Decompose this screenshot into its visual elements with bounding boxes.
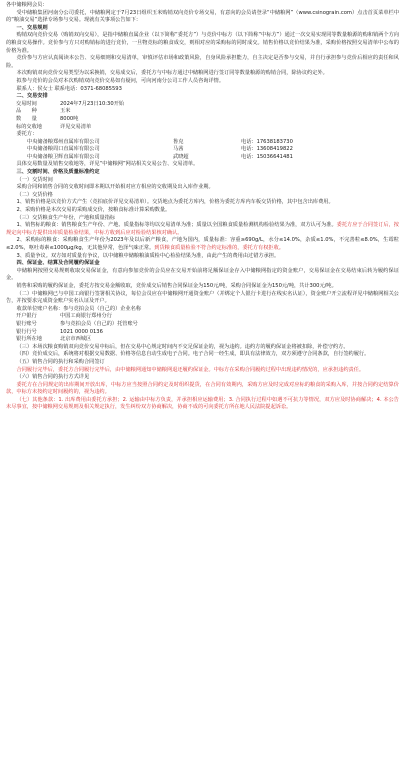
section-4-paragraph: （二）中储粮网已与中国工商银行签署相关协议，每位会员应在中储粮网开通资金账户（并绑定个人银行卡进行在线实名认证），资金账户开立流程详见中储粮网相关公告，并按要求完成资金账户实名认证及开户。 — [6, 290, 399, 305]
account-name-line: 收款单位账户名称：参与竞拍会员（自己的）企业名称 — [16, 305, 142, 312]
section-3-paragraph: 1、销售标的粮食：销售粮食生产年份、产地、质量指标等均以交易清单为准；质量以全国粮食质量检测机构检验结果为准，双方认可为准。委托方应于合同签订后，按规定向中标方提供出库质量检验结果，中标方收到后应对检验结果核对确认。 — [6, 222, 399, 236]
section-4-title: 四、保证金、结算及合同履约保证金 — [16, 260, 100, 267]
bank-info-row: 银行账号 参与竞拍会员（自己的）托管账号 — [16, 320, 138, 327]
section-4-paragraph: 销售和采购的履约保证金，委托方按交易金额收取，竞价成交后销售合同保证金为150元/吨，采购合同保证金为150元/吨，共计300元/吨。 — [16, 282, 337, 289]
section-4-paragraph: （三）本场次粮食购销双向竞价交易中标后，但在交易中心规定时间内不交足保证金的，视为违约。违约方的履约保证金将被扣除，补偿守约方。 — [16, 343, 349, 350]
section-3-paragraph: 2、采购价格是本次交易的采购成交价，按粮食标准计算采购数量。 — [16, 207, 171, 214]
subsection-title: （五）销售合同的执行和采购合同签订 — [16, 358, 105, 365]
subsection-title: （六）销售合同的执行方式详见 — [16, 374, 90, 381]
highlight-text: 委托方应于合同签订后，按规定向中标方提供出库质量检验结果，中标方收到后应对检验结果核对确认。 — [6, 222, 399, 236]
section-1-title: 一、交易规则 — [16, 24, 48, 31]
trade-info-row: 标的交收地 详见交易清单 — [16, 123, 92, 130]
section-1-paragraph: 拟参与竞价的会员对本次购销双向竞价交易如有疑问，可向河南分公司工作人员咨询详情。 — [16, 77, 225, 84]
parties-header: 委托方： — [16, 131, 38, 138]
trade-info-row: 交易时间 2024年7月23日10:30开始 — [16, 100, 124, 107]
section-1-paragraph: 购销双向竞价交易（购销双向交易），是指中储粮直属企业（以下简称“委托方”）与竞价中标方（以下简称“中标方”）通过一次交易实现同等数量粮源的购和销两个方向的粮食交易操作。竞价参与方只对购销标的进行竞价，一旦物竞标的粮食成交，则相对应的采购标的同时成交。销售价格以竞价结果为准，采购价格按照交易清单中公布的价格为准。 — [6, 32, 399, 54]
salutation: 各中储粮网会员： — [6, 2, 48, 8]
section-3-title: 三、交割时间、价格及质量标准约定 — [16, 169, 100, 176]
subsection-title: （二）交货价格 — [16, 191, 53, 198]
trade-info-row: 品 种 玉米 — [16, 108, 71, 115]
section-4-paragraph: 委托方在合同规定的出库期间开放出库，中标方应当按照合同约定及时组织提货，在合同有效期内，采购方应及时完成对应标的粮食的采购入库，并按合同约定结算价款，中标方未按约定时间履约的，视为违约。 — [6, 381, 399, 396]
highlight-text: 到货粮食质量检验不符合约定标准的，委托方有权拒收。 — [154, 245, 284, 251]
intro-paragraph: 受中储粮集团河南分公司委托，中储粮网定于7月23日组织玉米购销双向竞价专场交易，有意向的会员请登录“中储粮网”（www.csinograin.com）点击首页菜单栏中的“粮油交易”选择专场参与交易。现就有关事项公告如下： — [6, 9, 399, 24]
contact-line: 联系人：侯女士 联系电话：0371-68085593 — [16, 85, 122, 92]
trade-info-list — [6, 101, 399, 131]
section-4-paragraph: 中储粮网按照交易规则收取交易保证金，有意向参加竞价的会员应在交易开始前将足额保证金存入中储粮网指定的资金账户，交易保证金在交易结束后转为履约保证金。 — [6, 267, 399, 282]
subsection-title: （三）交货粮食生产年份，产地和质量指标 — [16, 214, 116, 221]
party-row: 中央储备粮卫辉直属库有限公司 武晓超 电话：15036641481 — [27, 153, 293, 160]
section-3-paragraph: 采购合同和销售合同的交收时间即本期以开始相对应方相应的交收期及出入库作业期。 — [16, 184, 214, 191]
party-row: 中央储备粮周口直属库有限公司 马茜 电话：13608419822 — [27, 146, 293, 153]
subsection-title: （一）交货时间 — [16, 176, 53, 183]
parties-table — [6, 139, 399, 162]
section-2-title: 二、交易安排 — [16, 93, 48, 100]
section-1-paragraph: 竞价参与方应认真阅读本公告、交易细则和交易清单，审慎评估市场和政策风险，自身风险承担能力，自主决定是否参与交易，并自行承担参与竞价后相应的责任和风险。 — [6, 55, 399, 69]
trade-info-row: 数 量 8000吨 — [16, 115, 79, 122]
bank-info-list — [6, 313, 399, 343]
section-1-paragraph: 本次购销双向竞价交易类型为以采换销，交易成交后，委托方与中标方通过中储粮网进行签订同等数量粮源的购销合同，除协议约定外。 — [16, 70, 328, 77]
section-3-paragraph: 1、销售价格是以竞价方式产生（竞拍底价详见交易清单）。交货地点为委托方库内，价格为委托方库内车板交货价格，其中包含出库费用。 — [16, 199, 334, 206]
section-4-paragraph: （四）竞价成交后，系统将对根据交易数据、价格等信息自动生成电子合同。电子合同一经生成，即具有法律效力，双方须遵守合同条款，自行签约履行。 — [16, 351, 370, 358]
section-3-paragraph: 3、质量争议。双方如对质量有争议，以中储粮中储粮粮油质检中心检验结果为准，由此产生的费用由过错方承担。 — [16, 252, 280, 259]
bank-info-row: 开户银行 中国工商银行郑州分行 — [16, 313, 112, 320]
party-row: 中央储备粮郑州直属库有限公司 鲁克 电话：17638183730 — [27, 138, 293, 145]
bank-info-row: 银行行号 1021 0000 0136 — [16, 328, 103, 335]
section-3-paragraph: 2、采购标的粮食：采购粮食生产年份为2023年及以后新产粮食，产地为国内，质量标准：容重≥690g/L，水分≤14.0%，杂质≤1.0%，不完善粒≤8.0%，生霉粒≤2.0%，呕吐毒素≤1000μg/kg，无其他异常，色泽气味正常。到货粮食质量检验不符合约定标准的，委托方有权拒收。 — [6, 237, 399, 251]
section-4-paragraph: （七）其他条款：1. 出库费用由委托方承担；2. 运输由中标方负责，并承担相应运输费用；3. 合同执行过程中如遇不可抗力等情况，双方应及时协商解决；4. 本公告未尽事宜，按中储粮网交易规则及相关规定执行，发生纠纷双方协商解决，协商不成的可向委托方所在地人民法院提起诉讼。 — [6, 396, 399, 411]
section-4-paragraph: 合同履行完毕后，委托方合同履行完毕后，由中储粮网通知中储粮网退还履约保证金。中标方在采购合同履约过程中出现违约情况的，应承担违约责任。 — [16, 366, 365, 373]
announcement — [6, 0, 399, 412]
parties-note: 具体交易数量及销售交收地等，详见“中储粮网”网站相关交易公告、交易清单。 — [16, 161, 199, 168]
bank-info-row: 银行所在地 北京市西城区 — [16, 336, 92, 343]
